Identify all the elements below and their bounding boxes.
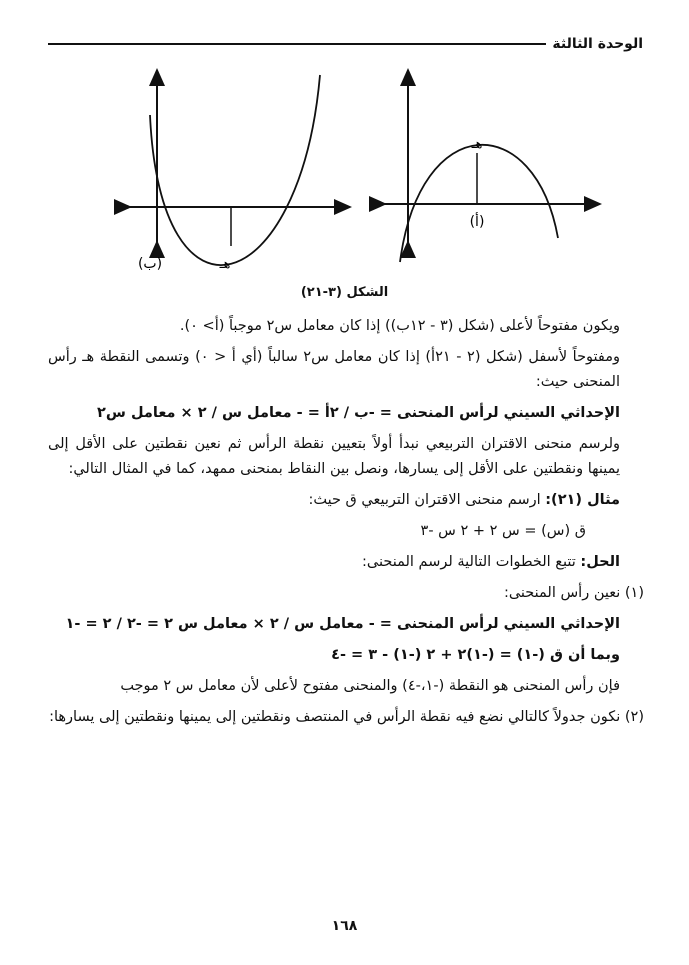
paragraph-1: ويكون مفتوحاً لأعلى (شكل (٣ - ١٢ب)) إذا كان معامل س٢ موجباً (أ> ٠).: [179, 318, 620, 334]
example-text: ارسم منحنى الاقتران التربيعي ق حيث:: [308, 492, 541, 508]
step-2: (٢) نكون جدولاً كالتالي نضع فيه نقطة الرأس في المنتصف ونقطتين إلى يمينها ونقطتين إلى يسارها:: [49, 709, 644, 725]
vertex-conclusion: فإن رأس المنحنى هو النقطة (-١،-٤) والمنحنى مفتوح لأعلى لأن معامل س ٢ موجب: [120, 678, 620, 694]
example-statement: [48, 488, 644, 513]
paragraph-2: ومفتوحاً لأسفل (شكل (٢ - ٢١أ) إذا كان معامل س٢ سالباً (أي أ < ٠) وتسمى النقطة هـ رأس المنحنى حيث:: [48, 349, 620, 390]
solution-intro: [48, 550, 644, 575]
vertex-label-left: هـ: [219, 257, 231, 272]
step-1: (١) نعين رأس المنحنى:: [503, 585, 644, 601]
example-function: ق (س) = س ٢ + ٢ س -٣: [420, 523, 586, 539]
body-text: [48, 314, 644, 736]
solution-text: تتبع الخطوات التالية لرسم المنحنى:: [362, 554, 576, 570]
paragraph-4: ولرسم منحنى الاقتران التربيعي نبدأ أولاً بتعيين نقطة الرأس ثم نعين نقطتين على الأقل إلى يمينها ونقطتين على الأقل إلى يسارها، ونصل بين النقاط بمنحنى ممهد، كما في المثال التالي:: [48, 436, 620, 477]
page-header: [48, 36, 643, 52]
formula-vertex-x: الإحداثي السيني لرأس المنحنى = -ب / ٢أ = - معامل س / ٢ × معامل س٢: [97, 405, 620, 421]
header-rule: [48, 43, 546, 45]
figure-b-upward-parabola: [124, 75, 344, 272]
figure-label-a: (أ): [469, 214, 485, 230]
vertex-label-right: هـ: [471, 137, 483, 152]
figure-a-downward-parabola: [379, 76, 594, 262]
page-number: ١٦٨: [331, 918, 358, 934]
figure-label-b: (ب): [137, 256, 163, 272]
example-label: مثال (٢١):: [545, 492, 620, 508]
vertex-y-calc: وبما أن ق (-١) = (-١)٢ + ٢ (-١) - ٣ = -٤: [331, 647, 620, 663]
parabola-figures: [0, 60, 689, 280]
vertex-x-calc: الإحداثي السيني لرأس المنحنى = - معامل س / ٢ × معامل س ٢ = -٢ / ٢ = -١: [65, 616, 620, 632]
unit-title: الوحدة الثالثة: [552, 36, 643, 52]
solution-label: الحل:: [580, 554, 620, 570]
figure-caption: الشكل (٣-٢١): [300, 285, 389, 300]
